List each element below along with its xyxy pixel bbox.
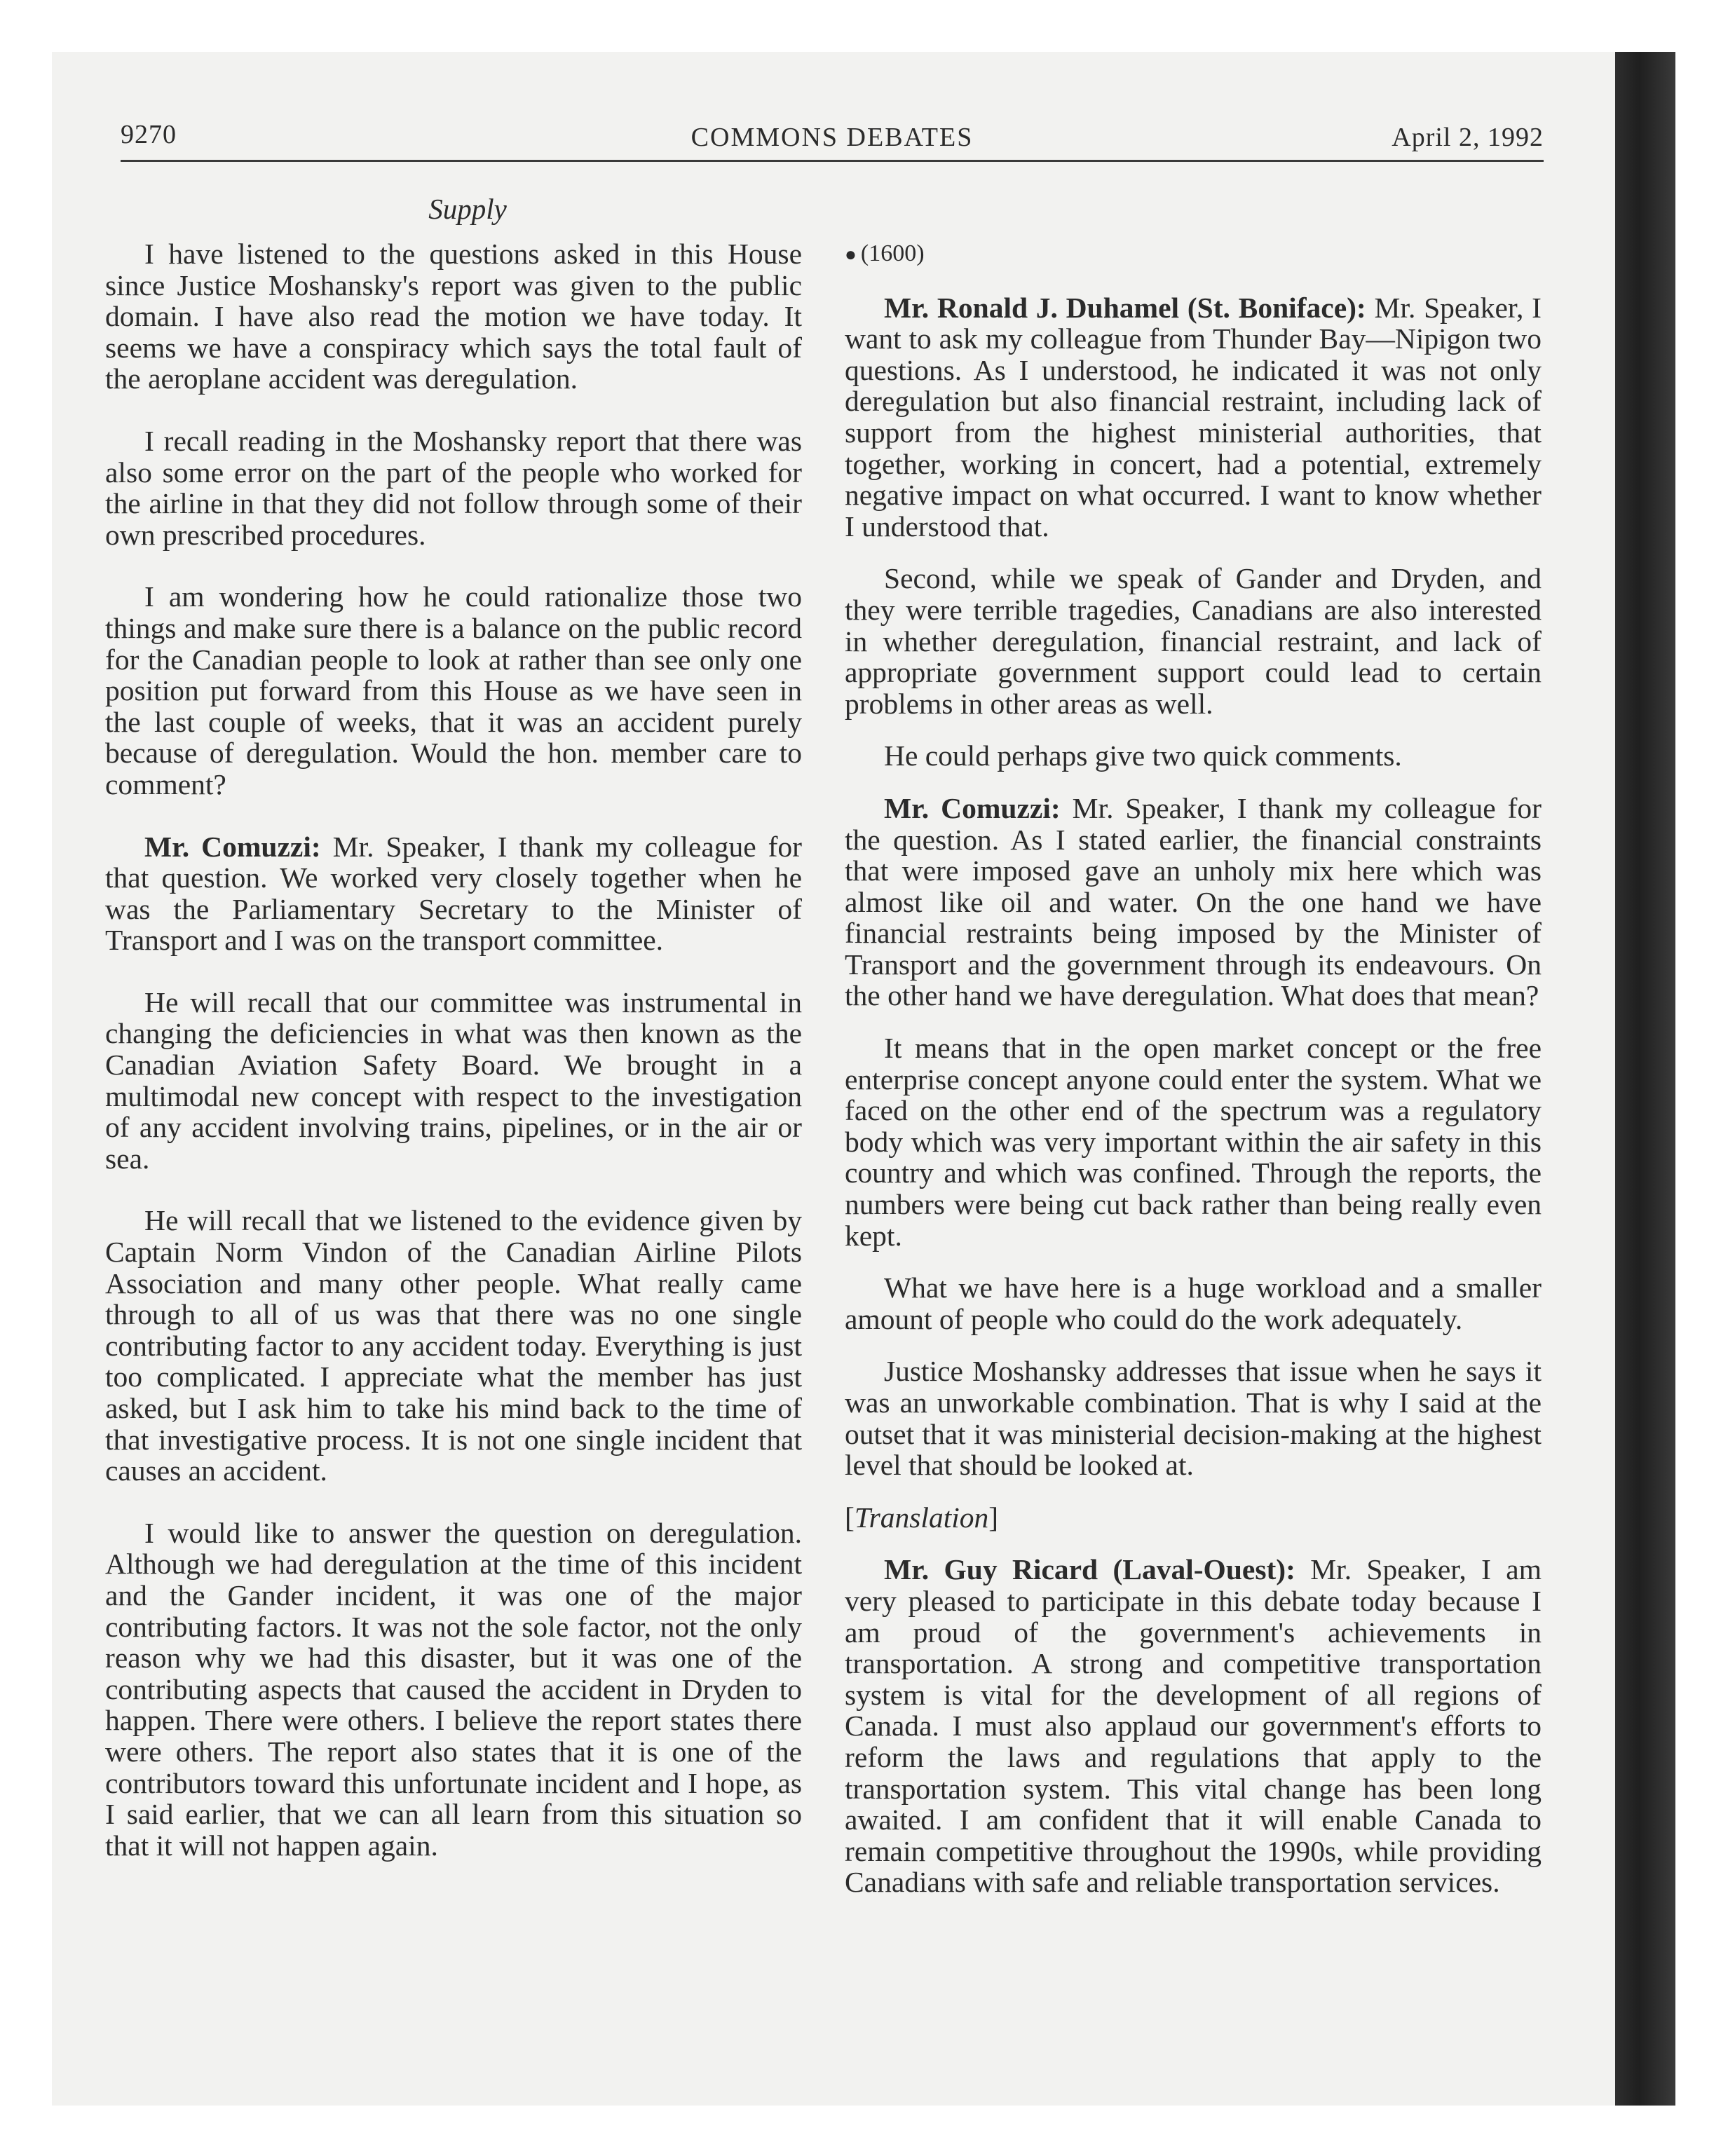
paragraph	[845, 1554, 1542, 1898]
paragraph-text: Second, while we speak of Gander and Dryden, and they were terrible tragedies, Canadians are also interested in whether deregulation, financial restraint, and lack of appropriate government support could lead to certain problems in other areas as well.	[845, 562, 1542, 720]
header-rule	[121, 160, 1544, 162]
paragraph-text: Mr. Speaker, I thank my colleague for the question. As I stated earlier, the financial constraints that were imposed gave an unholy mix here which was almost like oil and water. On the one hand we have financial restraints being imposed by the Minister of Transport and the government through its endeavours. On the other hand we have deregulation. What does that mean?	[845, 791, 1542, 1012]
time-stamp	[845, 238, 1542, 271]
paragraph-text: I am wondering how he could rationalize those two things and make sure there is a balance on the public record for the Canadian people to look at rather than see only one position put forward from this House as we have seen in the last couple of weeks, that it was an accident purely because of deregulation. Would the hon. member care to comment?	[105, 580, 802, 800]
scan-edge-shadow	[1615, 52, 1675, 2106]
section-title: Supply	[428, 193, 507, 225]
paragraph-text: I would like to answer the question on deregulation. Although we had deregulation at the time of this incident and the Gander incident, it was one of the major contributing factors. It was not the sole factor, not the only reason why we had this disaster, but it was one of the contributing aspects that caused the accident in Dryden to happen. There were others. I believe the report states there were others. The report also states that it is one of the contributors toward this unfortunate incident and I hope, as I said earlier, that we can all learn from this situation so that it will not happen again.	[105, 1516, 802, 1862]
bullet-icon: ●	[845, 244, 857, 266]
paragraph	[105, 831, 802, 956]
paragraph	[105, 1517, 802, 1862]
speaker-name: Mr. Ronald J. Duhamel (St. Boniface):	[884, 291, 1366, 324]
paragraph	[105, 1205, 802, 1486]
paragraph-text: It means that in the open market concept or the free enterprise concept anyone could enter the system. What we faced on the other end of the spectrum was a regulatory body which was very important within the air safety in this country and which was confined. Through the reports, the numbers were being cut back rather than being really even kept.	[845, 1032, 1542, 1252]
paragraph	[845, 292, 1542, 543]
paragraph-text: Mr. Speaker, I thank my colleague for that question. We worked very closely together when he was the Parliamentary Secretary to the Minister of Transport and I was on the transport committee.	[105, 830, 803, 957]
paragraph	[845, 1272, 1542, 1335]
translation-marker: [Translation]	[845, 1501, 999, 1534]
paragraph	[845, 1356, 1542, 1480]
right-column	[845, 238, 1542, 1919]
paragraph-text: He will recall that our committee was instrumental in changing the deficiencies in what was then known as the Canadian Aviation Safety Board. We brought in a multimodal new concept with respect to the investigation of any accident involving trains, pipelines, or in the air or sea.	[105, 985, 802, 1175]
speaker-name: Mr. Guy Ricard (Laval-Ouest):	[884, 1553, 1295, 1586]
paragraph	[105, 238, 802, 395]
speaker-name: Mr. Comuzzi:	[884, 791, 1061, 824]
paragraph	[845, 793, 1542, 1011]
paragraph	[105, 987, 802, 1175]
paragraph-text: What we have here is a huge workload and a smaller amount of people who could do the work adequately.	[845, 1271, 1542, 1335]
paragraph	[845, 740, 1542, 772]
paragraph-text: Justice Moshansky addresses that issue when he says it was an unworkable combination. That is why I said at the outset that it was ministerial decision-making at the highest level that should be looked at.	[845, 1355, 1542, 1482]
paragraph-text: I have listened to the questions asked in this House since Justice Moshansky's report was given to the public domain. I have also read the motion we have today. It seems we have a conspiracy which says the total fault of the aeroplane accident was deregulation.	[105, 238, 802, 395]
paragraph	[845, 1032, 1542, 1251]
paragraph	[105, 581, 802, 800]
page-header	[121, 119, 1544, 161]
paragraph	[845, 563, 1542, 719]
time-stamp-text: (1600)	[860, 240, 925, 266]
left-column	[105, 238, 802, 1892]
paragraph-text: Mr. Speaker, I am very pleased to participate in this debate today because I am proud of the government's achievements in transportation. A strong and competitive transportation system is vital for the development of all regions of Canada. I must also applaud our government's efforts to reform the laws and regulations that apply to the transportation system. This vital change has been long awaited. I am confident that it will enable Canada to remain competitive throughout the 1990s, while providing Canadians with safe and reliable transportation services.	[845, 1553, 1542, 1899]
paragraph-text: He will recall that we listened to the evidence given by Captain Norm Vindon of the Canadian Airline Pilots Association and many other people. What really came through to all of us was that there was no one single contributing factor to any accident today. Everything is just too complicated. I appreciate what the member has just asked, but I ask him to take his mind back to the time of that investigative process. It is not one single incident that causes an accident.	[105, 1204, 802, 1487]
paragraph-text: He could perhaps give two quick comments.	[884, 739, 1402, 772]
page-number: 9270	[121, 120, 177, 149]
translation-label: Translation	[854, 1501, 989, 1534]
paragraph-text: Mr. Speaker, I want to ask my colleague from Thunder Bay—Nipigon two questions. As I understood, he indicated it was not only deregulation but also financial restraint, including lack of support from the highest ministerial authorities, that together, working in concert, had a potential, extremely negative impact on what occurred. I want to know whether I understood that.	[845, 291, 1542, 543]
publication-title: COMMONS DEBATES	[690, 123, 974, 152]
speaker-name: Mr. Comuzzi:	[144, 830, 321, 863]
publication-date: April 2, 1992	[1392, 123, 1544, 152]
paragraph-text: I recall reading in the Moshansky report that there was also some error on the part of the people who worked for the airline in that they did not follow through some of their own prescribed procedures.	[105, 424, 802, 551]
paragraph	[105, 425, 802, 550]
